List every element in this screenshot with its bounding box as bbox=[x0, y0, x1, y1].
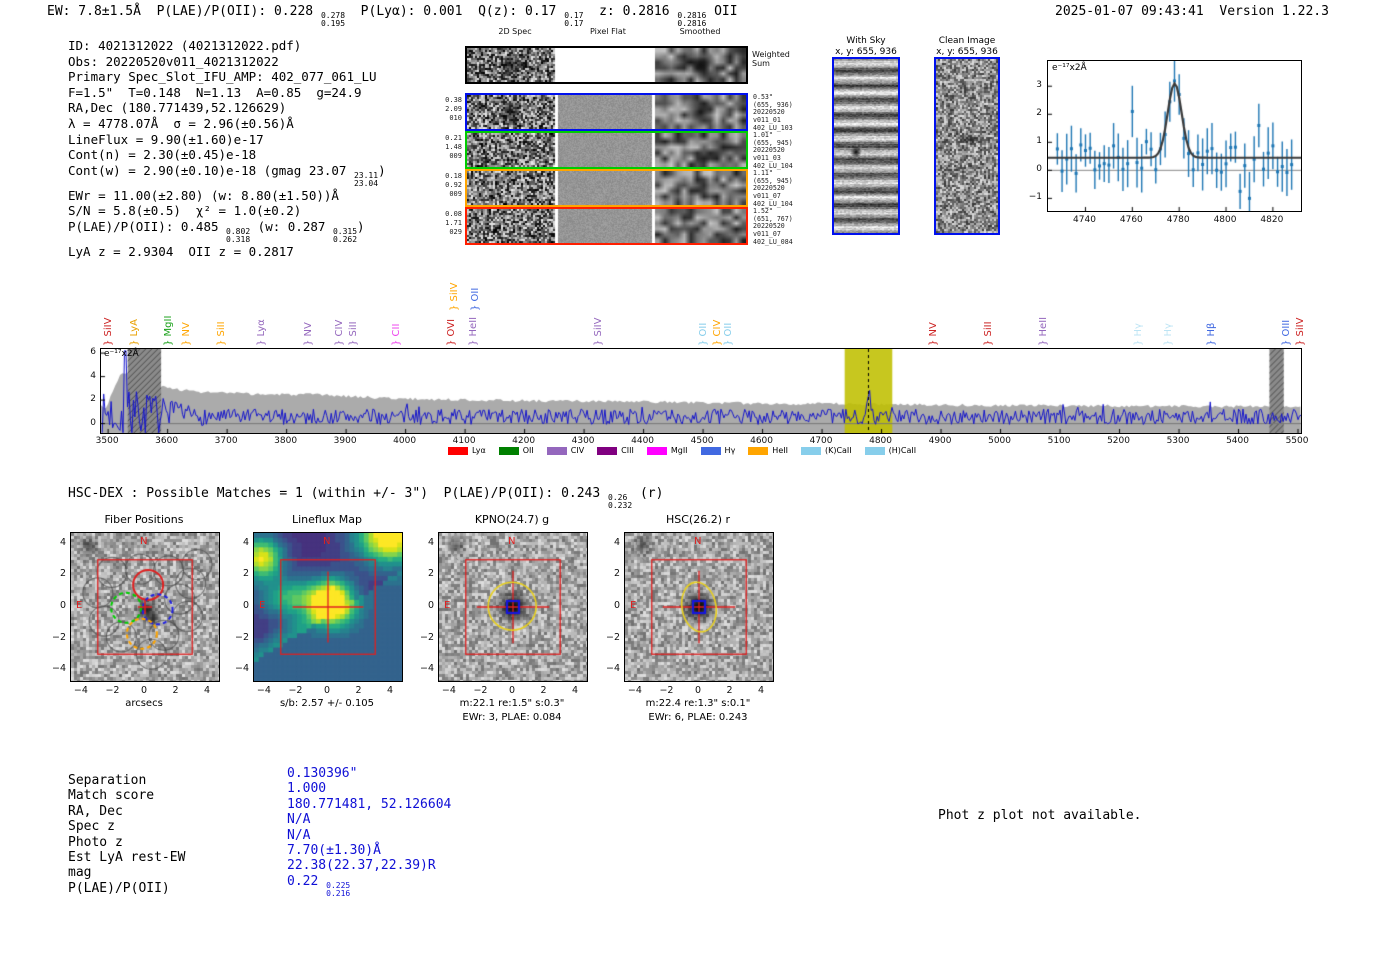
legend-swatch bbox=[748, 447, 768, 455]
spectrum-xtick: 3500 bbox=[95, 436, 119, 446]
legend-swatch bbox=[701, 447, 721, 455]
with-sky-image bbox=[834, 59, 898, 233]
legend-item bbox=[499, 446, 534, 455]
cutout-title: KPNO(24.7) g bbox=[474, 513, 550, 526]
weighted-sum-image bbox=[467, 48, 746, 82]
cutout-ytick: 2 bbox=[613, 568, 620, 580]
weighted-sum-row bbox=[465, 46, 748, 84]
cutout-ytick: 0 bbox=[427, 600, 434, 611]
legend-label: CIII bbox=[621, 446, 634, 455]
cutout-ytick: 4 bbox=[427, 536, 434, 548]
spectrum-xtick: 4700 bbox=[809, 436, 833, 446]
cutout-xtick: −4 bbox=[627, 685, 642, 696]
spectrum-ytick: 2 bbox=[90, 394, 96, 405]
legend-swatch bbox=[547, 447, 567, 455]
line-marker-Hγ: } Hγ bbox=[1133, 323, 1145, 346]
cutout-ytick: 4 bbox=[59, 536, 66, 548]
cutout-xlabel: m:22.1 re:1.5" s:0.3" bbox=[459, 698, 565, 709]
legend-item bbox=[647, 446, 688, 455]
cutout-panel bbox=[624, 532, 774, 682]
cutout-ytick: 4 bbox=[613, 536, 620, 548]
match-table-labels bbox=[68, 773, 185, 896]
cutout-title: HSC(26.2) r bbox=[665, 513, 731, 526]
spectrum-xtick: 3800 bbox=[274, 436, 298, 446]
spec2d-row-right-label: 1.01" (655, 945) 20220520 v011_03 402_LU_104 bbox=[753, 131, 793, 170]
cutout-canvas-img_g bbox=[439, 533, 587, 681]
info-line: λ = 4778.07Å σ = 2.96(±0.56)Å bbox=[68, 115, 294, 131]
legend-item bbox=[701, 446, 736, 455]
hsc-matches-line: HSC-DEX : Possible Matches = 1 (within +/- 3") P(LAE)/P(OII): 0.243 0.26 0.232 (r) bbox=[68, 486, 664, 510]
linefit-plot bbox=[1047, 60, 1302, 212]
with-sky-title: With Sky x, y: 655, 936 bbox=[835, 36, 897, 57]
info-line: Cont(w) = 2.90(±0.10)e-18 (gmag 23.07 23.11 23.04 ) bbox=[68, 162, 386, 188]
spectrum-xtick: 4400 bbox=[631, 436, 655, 446]
cutout-xtick: −2 bbox=[473, 685, 488, 696]
line-marker-NV: } NV bbox=[303, 322, 315, 346]
spec2d-row bbox=[465, 131, 748, 169]
spectrum-xtick: 4300 bbox=[571, 436, 595, 446]
weighted-sum-label: Weighted Sum bbox=[752, 50, 790, 68]
line-marker-NV: } NV bbox=[180, 322, 192, 346]
match-row-label: RA, Dec bbox=[68, 803, 123, 819]
compass-east-label: E bbox=[630, 600, 637, 611]
info-line: LineFlux = 9.90(±1.60)e-17 bbox=[68, 131, 264, 147]
compass-east-label: E bbox=[259, 600, 266, 611]
line-marker-CII: } CII bbox=[391, 323, 403, 346]
info-line: RA,Dec (180.771439,52.126629) bbox=[68, 100, 287, 116]
timestamp: 2025-01-07 09:43:41 bbox=[1055, 4, 1204, 19]
linefit-ytick: 1 bbox=[1036, 136, 1042, 147]
linefit-ytick: −1 bbox=[1028, 192, 1042, 203]
cutout-ytick: −4 bbox=[234, 663, 249, 675]
line-marker-SiIV: } SiIV bbox=[1295, 317, 1307, 346]
clean-image-title: Clean Image x, y: 655, 936 bbox=[936, 36, 998, 57]
legend-label: MgII bbox=[670, 446, 688, 455]
cutout-xtick: 0 bbox=[508, 685, 516, 696]
match-row-label: P(LAE)/P(OII) bbox=[68, 880, 170, 896]
cutout-ytick: −2 bbox=[419, 631, 434, 643]
spec2d-row-image bbox=[467, 95, 746, 129]
spectrum-xtick: 5100 bbox=[1047, 436, 1071, 446]
cutout-xtick: 0 bbox=[323, 685, 331, 696]
cutout-ytick: 0 bbox=[613, 600, 620, 611]
cutout-ytick: −2 bbox=[605, 631, 620, 643]
cutout-title: Fiber Positions bbox=[104, 513, 184, 526]
spec2d-row-left-label: 0.18 0.92 009 bbox=[445, 172, 462, 198]
timestamp-version bbox=[1055, 4, 1329, 19]
detection-info-block bbox=[68, 38, 386, 260]
legend-swatch bbox=[647, 447, 667, 455]
cutout-canvas-lineflux bbox=[254, 533, 402, 681]
match-row-label: Est LyA rest-EW bbox=[68, 849, 186, 865]
cutout-ytick: 0 bbox=[242, 600, 249, 611]
spectrum-xtick: 5500 bbox=[1285, 436, 1309, 446]
line-marker-SiIV: } SiIV bbox=[103, 317, 115, 346]
match-row-value: 1.000 bbox=[287, 781, 327, 797]
line-marker-SiIV: } SiIV bbox=[592, 317, 604, 346]
match-row-value: N/A bbox=[287, 827, 311, 843]
line-marker-OIII: } OIII bbox=[1281, 319, 1293, 346]
legend-swatch bbox=[865, 447, 885, 455]
cutout-caption: EWr: 3, PLAE: 0.084 bbox=[462, 712, 562, 723]
line-marker-CIV: } CIV bbox=[333, 319, 345, 346]
info-line: F=1.5" T=0.148 N=1.13 A=0.85 g=24.9 bbox=[68, 84, 362, 100]
linefit-canvas bbox=[1048, 61, 1301, 211]
cutout-xtick: −2 bbox=[105, 685, 120, 696]
compass-east-label: E bbox=[76, 600, 83, 611]
spectrum-legend bbox=[448, 446, 916, 455]
linefit-xtick: 4760 bbox=[1119, 215, 1143, 225]
cutout-panel bbox=[253, 532, 403, 682]
cutout-xtick: −2 bbox=[659, 685, 674, 696]
spectrum-xtick: 5300 bbox=[1166, 436, 1190, 446]
legend-label: (H)CaII bbox=[888, 446, 917, 455]
cutout-ytick: −2 bbox=[234, 631, 249, 643]
spec2d-row-left-label: 0.38 2.09 010 bbox=[445, 96, 462, 122]
match-row-value: 0.22 0.225 0.216 bbox=[287, 873, 351, 898]
legend-item bbox=[547, 446, 584, 455]
line-marker-MgII: } MgII bbox=[162, 315, 174, 346]
line-marker-SiII: } SiII bbox=[348, 321, 360, 346]
legend-label: HeII bbox=[772, 446, 788, 455]
linefit-xtick: 4800 bbox=[1213, 215, 1237, 225]
line-marker-SiII: } SiII bbox=[983, 321, 995, 346]
match-table-values bbox=[287, 766, 452, 898]
spectrum-xtick: 4500 bbox=[690, 436, 714, 446]
summary-header-line: EW: 7.8±1.5Å P(LAE)/P(OII): 0.228 0.278 0.195 P(Lyα): 0.001 Q(z): 0.17 0.17 0.17 z: 0.2816 0.2816 0.2816 OII bbox=[47, 4, 738, 28]
linefit-ytick: 0 bbox=[1036, 164, 1042, 175]
line-marker-OII: } OII bbox=[722, 322, 734, 346]
spectrum-xtick: 4200 bbox=[512, 436, 536, 446]
match-row-value: N/A bbox=[287, 812, 311, 828]
cutout-ytick: 2 bbox=[242, 568, 249, 580]
line-marker-OII: } OII bbox=[469, 287, 481, 311]
info-line: EWr = 11.00(±2.80) (w: 8.80(±1.50))Å bbox=[68, 187, 339, 203]
version-label: Version 1.22.3 bbox=[1219, 4, 1329, 19]
compass-north-label: N bbox=[323, 536, 331, 547]
compass-north-label: N bbox=[140, 536, 148, 547]
line-marker-HeII: } HeII bbox=[468, 316, 480, 346]
cutout-ytick: 2 bbox=[59, 568, 66, 580]
match-row-label: mag bbox=[68, 865, 92, 881]
spectrum-xtick: 4000 bbox=[393, 436, 417, 446]
spectrum-xtick: 4900 bbox=[928, 436, 952, 446]
match-row-label: Spec z bbox=[68, 819, 115, 835]
spectrum-ytick: 4 bbox=[90, 370, 96, 381]
col-header-pixelflat: Pixel Flat bbox=[590, 27, 626, 36]
cutout-xtick: −4 bbox=[73, 685, 88, 696]
spec2d-row-right-label: 0.53" (655, 936) 20220520 v011_01 402_LU_103 bbox=[753, 93, 793, 132]
compass-north-label: N bbox=[508, 536, 516, 547]
cutout-xlabel: s/b: 2.57 +/- 0.105 bbox=[279, 698, 375, 709]
legend-swatch bbox=[499, 447, 519, 455]
spec2d-row-right-label: 1.52" (651, 767) 20220520 v011_07 402_LU_084 bbox=[753, 207, 793, 246]
cutout-xtick: −4 bbox=[256, 685, 271, 696]
legend-item bbox=[801, 446, 852, 455]
cutout-title: Lineflux Map bbox=[291, 513, 363, 526]
spectrum-unit-label: e⁻¹⁷x2Å bbox=[104, 349, 139, 359]
line-marker-NV: } NV bbox=[927, 322, 939, 346]
cutout-ytick: −4 bbox=[605, 663, 620, 675]
cutout-ytick: −2 bbox=[51, 631, 66, 643]
line-marker-Lyα: } Lyα bbox=[256, 319, 268, 346]
spec2d-row-image bbox=[467, 209, 746, 243]
spectrum-xtick: 5200 bbox=[1107, 436, 1130, 446]
photz-notice: Phot z plot not available. bbox=[938, 808, 1142, 823]
info-line: P(LAE)/P(OII): 0.485 0.802 0.318 (w: 0.287 0.315 0.262 ) bbox=[68, 218, 365, 244]
legend-item bbox=[865, 446, 916, 455]
spectrum-ytick: 6 bbox=[90, 347, 96, 358]
spec2d-row-left-label: 0.21 1.48 009 bbox=[445, 134, 462, 160]
spectrum-xtick: 5000 bbox=[988, 436, 1011, 446]
line-marker-SiIV: } SiIV bbox=[449, 282, 461, 311]
compass-north-label: N bbox=[694, 536, 702, 547]
legend-label: CIV bbox=[570, 446, 585, 455]
compass-east-label: E bbox=[444, 600, 451, 611]
col-header-2dspec: 2D Spec bbox=[498, 27, 532, 36]
cutout-xtick: 2 bbox=[355, 685, 362, 696]
info-line: Cont(n) = 2.30(±0.45)e-18 bbox=[68, 147, 257, 163]
info-line: Primary Spec_Slot_IFU_AMP: 402_077_061_LU bbox=[68, 69, 377, 85]
cutout-xtick: −4 bbox=[441, 685, 456, 696]
spectrum-xtick: 3700 bbox=[214, 436, 238, 446]
cutout-xtick: 4 bbox=[572, 685, 579, 696]
spectrum-canvas bbox=[101, 349, 1301, 433]
cutout-xtick: 0 bbox=[140, 685, 148, 696]
linefit-xtick: 4780 bbox=[1166, 215, 1190, 225]
legend-label: Lyα bbox=[472, 446, 486, 455]
cutout-ytick: −4 bbox=[419, 663, 434, 675]
cutout-xlabel: m:22.4 re:1.3" s:0.1" bbox=[645, 698, 751, 709]
line-marker-LyA: } LyA bbox=[128, 319, 140, 346]
cutout-canvas-img_r bbox=[625, 533, 773, 681]
linefit-xtick: 4820 bbox=[1260, 215, 1284, 225]
spectrum-xtick: 4600 bbox=[750, 436, 774, 446]
match-row-label: Photo z bbox=[68, 834, 123, 850]
match-row-value: 22.38(22.37,22.39)R bbox=[287, 858, 436, 874]
clean-image bbox=[936, 59, 998, 233]
cutout-ytick: 4 bbox=[242, 536, 249, 548]
linefit-ytick: 3 bbox=[1036, 80, 1042, 91]
cutout-panel bbox=[438, 532, 588, 682]
cutout-xlabel: arcsecs bbox=[125, 698, 163, 709]
with-sky-panel bbox=[832, 57, 900, 235]
legend-label: Hγ bbox=[724, 446, 736, 455]
spectrum-ytick: 0 bbox=[90, 417, 96, 428]
spec2d-row-right-label: 1.11" (655, 945) 20220520 v011_07 402_LU_104 bbox=[753, 169, 793, 208]
legend-swatch bbox=[597, 447, 617, 455]
cutout-canvas-fibers bbox=[71, 533, 219, 681]
match-row-label: Separation bbox=[68, 773, 147, 788]
spectrum-plot bbox=[100, 348, 1302, 434]
cutout-ytick: 2 bbox=[427, 568, 434, 580]
spec2d-row bbox=[465, 169, 748, 207]
legend-item bbox=[448, 446, 486, 455]
line-marker-OII: } OII bbox=[698, 322, 710, 346]
cutout-xtick: −2 bbox=[288, 685, 303, 696]
line-marker-OVI: } OVI bbox=[446, 318, 458, 346]
legend-item bbox=[597, 446, 634, 455]
spectrum-xtick: 3600 bbox=[155, 436, 179, 446]
cutout-xtick: 0 bbox=[694, 685, 702, 696]
clean-image-panel bbox=[934, 57, 1000, 235]
cutout-caption: EWr: 6, PLAE: 0.243 bbox=[648, 712, 748, 723]
line-marker-SiII: } SiII bbox=[215, 321, 227, 346]
match-row-value: 180.771481, 52.126604 bbox=[287, 796, 452, 812]
legend-swatch bbox=[448, 447, 468, 455]
line-marker-Hβ: } Hβ bbox=[1206, 322, 1218, 346]
cutout-xtick: 2 bbox=[172, 685, 179, 696]
cutout-panel bbox=[70, 532, 220, 682]
line-marker-CIV: } CIV bbox=[711, 319, 723, 346]
spec2d-row bbox=[465, 93, 748, 131]
info-line: LyA z = 2.9304 OII z = 0.2817 bbox=[68, 243, 294, 259]
match-row-value: 7.70(±1.30)Å bbox=[287, 842, 381, 858]
spec2d-row-image bbox=[467, 171, 746, 205]
legend-label: (K)CaII bbox=[824, 446, 852, 455]
spectrum-xtick: 5400 bbox=[1226, 436, 1249, 446]
spectrum-xtick: 4800 bbox=[869, 436, 893, 446]
spectrum-xtick: 4100 bbox=[452, 436, 476, 446]
cutout-ytick: 0 bbox=[59, 600, 66, 611]
cutout-xtick: 4 bbox=[758, 685, 765, 696]
cutout-ytick: −4 bbox=[51, 663, 66, 675]
info-line: S/N = 5.8(±0.5) χ² = 1.0(±0.2) bbox=[68, 203, 302, 219]
spec2d-row-image bbox=[467, 133, 746, 167]
linefit-ytick: 2 bbox=[1036, 108, 1042, 119]
cutout-xtick: 2 bbox=[726, 685, 733, 696]
cutout-xtick: 4 bbox=[387, 685, 394, 696]
line-marker-Hγ: } Hγ bbox=[1162, 323, 1174, 346]
cutout-xtick: 4 bbox=[204, 685, 211, 696]
info-line: Obs: 20220520v011_4021312022 bbox=[68, 53, 279, 69]
cutout-xtick: 2 bbox=[540, 685, 547, 696]
match-row-value: 0.130396" bbox=[287, 766, 358, 781]
info-line: ID: 4021312022 (4021312022.pdf) bbox=[68, 38, 302, 53]
spec2d-row-left-label: 0.08 1.71 029 bbox=[445, 210, 462, 236]
linefit-xtick: 4740 bbox=[1073, 215, 1096, 225]
legend-item bbox=[748, 446, 788, 455]
match-row-label: Match score bbox=[68, 788, 155, 804]
spec2d-row bbox=[465, 207, 748, 245]
legend-label: OII bbox=[522, 446, 534, 455]
linefit-unit-label: e⁻¹⁷x2Å bbox=[1052, 63, 1087, 73]
spectrum-xtick: 3900 bbox=[333, 436, 357, 446]
col-header-smoothed: Smoothed bbox=[679, 27, 721, 36]
legend-swatch bbox=[801, 447, 821, 455]
line-marker-HeII: } HeII bbox=[1038, 316, 1049, 346]
